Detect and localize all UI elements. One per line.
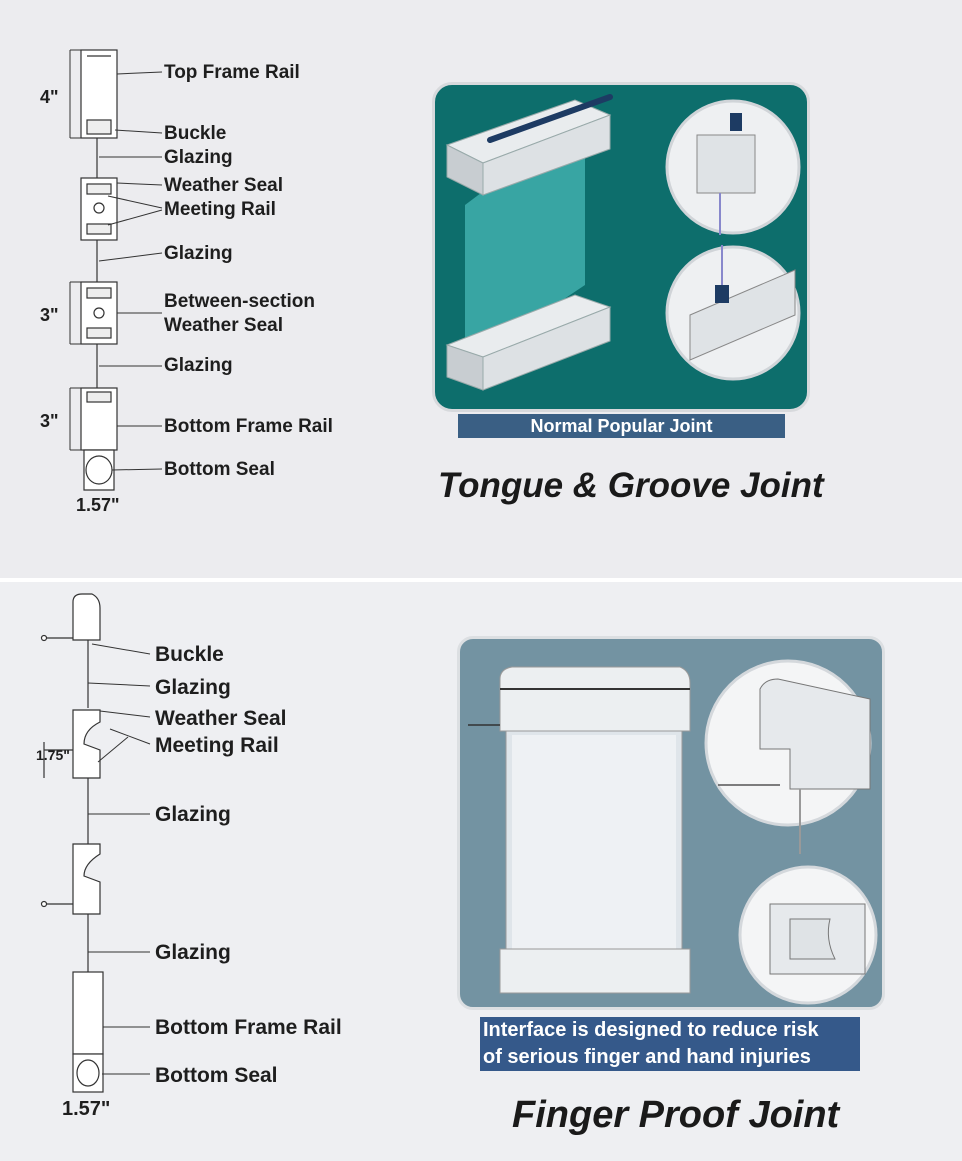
label-between-section: Between-section xyxy=(164,291,315,312)
dim-rail: 1.75" xyxy=(36,747,70,763)
label-glazing: Glazing xyxy=(164,147,233,168)
dim-width: 1.57" xyxy=(76,495,120,515)
label-weather-seal: Weather Seal xyxy=(155,707,287,730)
title-tongue-groove-joint: Tongue & Groove Joint xyxy=(438,466,824,505)
label-meeting-rail: Meeting Rail xyxy=(164,199,276,220)
label-weather-seal: Weather Seal xyxy=(164,175,283,196)
tongue-groove-illustration xyxy=(432,82,810,412)
label-buckle: Buckle xyxy=(155,643,224,666)
dim-top-rail: 4" xyxy=(40,87,59,107)
dim-bottom-rail: 3" xyxy=(40,411,59,431)
label-glazing: Glazing xyxy=(164,243,233,264)
tongue-groove-panel xyxy=(0,0,962,578)
label-glazing: Glazing xyxy=(155,941,231,964)
finger-proof-illustration xyxy=(457,636,885,1010)
label-glazing: Glazing xyxy=(155,803,231,826)
dim-between-rail: 3" xyxy=(40,305,59,325)
dim-width: 1.57" xyxy=(62,1098,111,1120)
label-bottom-seal: Bottom Seal xyxy=(155,1064,278,1087)
label-between-section-seal: Weather Seal xyxy=(164,315,283,336)
label-bottom-seal: Bottom Seal xyxy=(164,459,275,480)
label-bottom-frame-rail: Bottom Frame Rail xyxy=(164,416,333,437)
label-meeting-rail: Meeting Rail xyxy=(155,734,279,757)
label-top-frame-rail: Top Frame Rail xyxy=(164,62,300,83)
title-finger-proof-joint: Finger Proof Joint xyxy=(512,1094,840,1136)
label-bottom-frame-rail: Bottom Frame Rail xyxy=(155,1016,342,1039)
label-buckle: Buckle xyxy=(164,123,227,144)
caption-line-2: of serious finger and hand injuries xyxy=(483,1046,811,1068)
label-glazing: Glazing xyxy=(155,676,231,699)
caption-normal-popular-joint: Normal Popular Joint xyxy=(458,414,785,438)
finger-proof-panel xyxy=(0,582,962,1161)
label-glazing: Glazing xyxy=(164,355,233,376)
caption-finger-proof xyxy=(480,1017,860,1071)
caption-line-1: Interface is designed to reduce risk xyxy=(483,1019,819,1041)
